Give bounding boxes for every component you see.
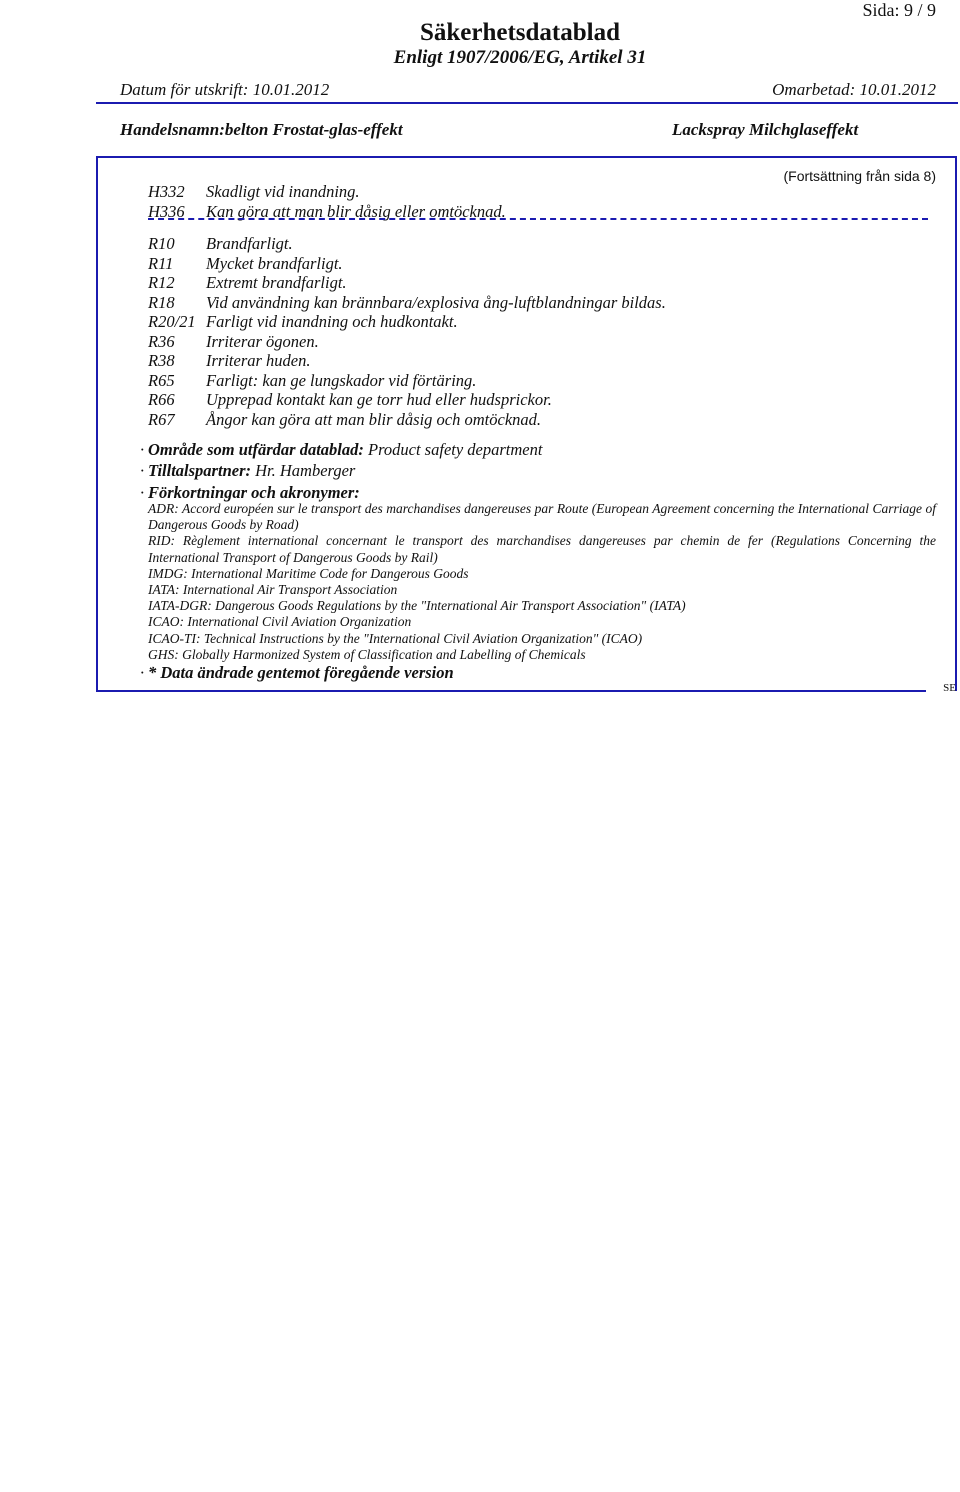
print-date: Datum för utskrift: 10.01.2012 xyxy=(120,80,330,99)
list-item xyxy=(148,182,506,202)
phrase-code: R66 xyxy=(148,390,175,409)
list-item xyxy=(148,273,666,293)
document-subtitle: Enligt 1907/2006/EG, Artikel 31 xyxy=(393,47,647,68)
page-number: Sida: 9 / 9 xyxy=(862,0,936,20)
revised-date: Omarbetad: 10.01.2012 xyxy=(772,80,936,99)
contact-field: · Tilltalspartner: Hr. Hamberger xyxy=(140,461,356,480)
issuer-field: · Område som utfärdar datablad: Product safety department xyxy=(140,440,543,459)
phrase-code: H336 xyxy=(148,201,185,221)
list-item: ADR: Accord européen sur le transport des marchandises dangereuses par Route (European Agreement concerning the International Carriage of Dangerous Goods by Road) xyxy=(148,501,936,533)
changed-note: · * Data ändrade gentemot föregående version xyxy=(140,663,454,682)
product-name: Lackspray Milchglaseffekt xyxy=(672,120,859,139)
contact-label: Tilltalspartner: xyxy=(148,461,251,480)
footer-divider xyxy=(96,690,926,692)
list-item xyxy=(148,293,666,313)
list-item xyxy=(148,371,666,391)
list-item xyxy=(148,312,666,332)
abbreviations-heading: · Förkortningar och akronymer: xyxy=(140,483,360,502)
phrase-text: Farligt: kan ge lungskador vid förtäring. xyxy=(206,370,477,390)
r-phrase-list xyxy=(148,234,666,429)
list-item xyxy=(148,410,666,430)
list-item xyxy=(148,332,666,352)
h-phrase-list xyxy=(148,182,506,221)
phrase-text: Upprepad kontakt kan ge torr hud eller hudsprickor. xyxy=(206,390,552,409)
list-item: ICAO-TI: Technical Instructions by the "International Civil Aviation Organization" (ICAO) xyxy=(148,630,643,646)
list-item: IMDG: International Maritime Code for Dangerous Goods xyxy=(148,565,469,581)
phrase-text: Vid användning kan brännbara/explosiva ång-luftblandningar bildas. xyxy=(206,292,666,312)
phrase-code: R65 xyxy=(148,370,175,390)
phrase-text: Kan göra att man blir dåsig eller omtöcknad. xyxy=(206,201,506,221)
trade-name: Handelsnamn:belton Frostat-glas-effekt xyxy=(120,120,403,139)
phrase-text: Extremt brandfarligt. xyxy=(206,273,347,292)
contact-value: Hr. Hamberger xyxy=(255,461,356,480)
abbreviations-label: Förkortningar och akronymer: xyxy=(148,483,360,502)
document-title: Säkerhetsdatablad xyxy=(419,19,621,46)
phrase-text: Skadligt vid inandning. xyxy=(206,182,360,201)
phrase-code: R10 xyxy=(148,234,175,253)
phrase-text: Irriterar huden. xyxy=(206,351,311,370)
continued-note: (Fortsättning från sida 8) xyxy=(783,168,936,184)
issuer-value: Product safety department xyxy=(368,440,543,459)
section-divider xyxy=(148,218,928,220)
issuer-label: Område som utfärdar datablad: xyxy=(148,440,364,459)
phrase-code: R11 xyxy=(148,253,174,273)
list-item xyxy=(148,234,666,254)
phrase-code: H332 xyxy=(148,182,185,201)
phrase-text: Farligt vid inandning och hudkontakt. xyxy=(206,312,458,331)
list-item: RID: Règlement international concernant le transport des marchandises dangereuses par chemin de fer (Regulations Concerning the International Transport of Dangerous Goods by Rail) xyxy=(148,533,936,565)
list-item: GHS: Globally Harmonized System of Classification and Labelling of Chemicals xyxy=(148,646,586,662)
phrase-text: Ångor kan göra att man blir dåsig och omtöcknad. xyxy=(206,409,542,429)
phrase-code: R12 xyxy=(148,273,175,292)
phrase-code: R67 xyxy=(148,409,175,429)
list-item xyxy=(148,254,666,274)
phrase-code: R18 xyxy=(148,292,175,312)
list-item xyxy=(148,390,666,410)
phrase-text: Mycket brandfarligt. xyxy=(206,253,343,273)
phrase-text: Brandfarligt. xyxy=(206,234,293,253)
phrase-code: R36 xyxy=(148,331,175,351)
phrase-code: R20/21 xyxy=(148,312,196,331)
list-item: IATA: International Air Transport Association xyxy=(148,582,398,598)
abbreviation-list xyxy=(148,501,936,663)
list-item xyxy=(148,351,666,371)
phrase-code: R38 xyxy=(148,351,175,370)
header-divider xyxy=(96,102,958,104)
country-code: SE xyxy=(943,682,956,694)
list-item: ICAO: International Civil Aviation Organization xyxy=(148,614,412,630)
list-item: IATA-DGR: Dangerous Goods Regulations by the "International Air Transport Association" (IATA) xyxy=(148,598,686,614)
phrase-text: Irriterar ögonen. xyxy=(206,331,319,351)
